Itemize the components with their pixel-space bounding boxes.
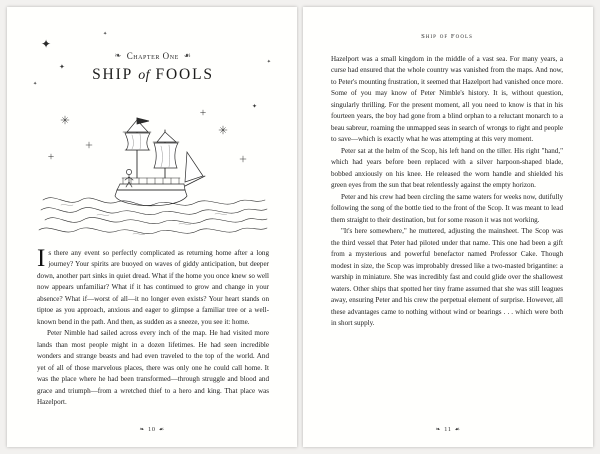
folio-right	[303, 426, 593, 433]
chapter-label: Chapter One	[126, 51, 179, 61]
star-icon: ✦	[33, 82, 38, 87]
paragraph: Peter sat at the helm of the Scop, his left hand on the tiller. His right "hand," which had years before been replaced with a silver harpoon-shaped blade, bobbed anxiously on his knee. He released the worn handle and shielded his green eyes from the sun that beat relentlessly against the empty horizon.	[331, 146, 563, 190]
paragraph: Peter Nimble had sailed across every inch of the map. He had visited more lands than most people might in a dozen lifetimes. He had seen incredible wonders and strange beasts and had even traveled to the top of the world. And yet of all of those marvelous places, there was only one he could call home. It was the place where he had been transformed—through struggle and blood and grace and triumph—from a wretched thief to a hero and king. That place was Hazelport.	[37, 329, 269, 407]
running-head: Ship of Fools	[421, 33, 473, 40]
star-icon: ✦	[251, 104, 257, 110]
left-body-text	[37, 245, 269, 409]
star-icon: ✦	[266, 60, 271, 65]
ornament-left-icon: ❧	[114, 51, 122, 60]
chapter-label-line	[37, 51, 269, 61]
paragraph: "It's here somewhere," he muttered, adjusting the mainsheet. The Scop was the third vessel that Peter had piloted under that name. This one had been a gift from a mysterious and powerful benefactor named Professor Cake. Though modest in size, the Scop was improbably dressed like a two-masted brigantine: a warship in miniature. She was incredibly fast and could glide over the shallowest waters. Other ships that spotted her tiny frame assumed that she was still leagues away, ensuring Peter and his crew the perpetual element of surprise. However, all these advantages came to nothing without wind or bearings . . . which were both in short supply.	[331, 227, 563, 328]
ornament-right-icon: ☙	[183, 51, 192, 60]
left-page	[7, 7, 297, 447]
spread-inner	[7, 7, 593, 447]
star-icon: ✦	[41, 37, 52, 51]
right-page	[303, 7, 593, 447]
page-number: 10	[147, 426, 156, 433]
ornament-left-icon: ❧	[139, 427, 145, 433]
paragraph-text: s there any event so perfectly complicated as returning home after a long journey? Your spirits are buoyed on waves of giddy anticipation, but deeper down, another part sinks in quiet dread. What if the home you once knew so well now appears unfamiliar? What if it has continued to grow and change in your absence? What if—worst of all—it no longer even exists? Your heart stands on tiptoe as you approach, anxious and eager to glimpse a familiar tree or a well-known bend in the path. And then, as sudden as a sneeze, you see it: home.	[37, 249, 269, 326]
paragraph	[37, 245, 269, 328]
ornament-left-icon: ❧	[435, 427, 442, 433]
star-icon: ✦	[103, 32, 108, 37]
star-icon: ✦	[59, 63, 65, 71]
chapter-title-italic: of	[138, 68, 150, 83]
ornament-right-icon: ☙	[158, 427, 165, 433]
ship-in-rough-sea-illustration	[37, 92, 269, 242]
chapter-title-main: SHIP	[92, 66, 133, 83]
chapter-title-end: FOOLS	[155, 66, 214, 83]
paragraph: Peter and his crew had been circling the same waters for weeks now, dutifully following the song of the bottle tied to the front of the Scop. It was meant to lead them straight to their destination, but for some reason it was not working.	[331, 192, 563, 224]
chapter-title	[37, 66, 269, 84]
folio-left	[7, 426, 297, 433]
page-number: 11	[444, 426, 452, 433]
drop-cap: I	[37, 245, 46, 272]
ornament-right-icon: ☙	[454, 427, 461, 433]
right-body-text	[331, 54, 563, 330]
paragraph: Hazelport was a small kingdom in the middle of a vast sea. For many years, a curse had ensured that the whole country was vanished from the maps. And now, to Peter's mounting frustration, it seemed that Hazelport had vanished once more. Some of you may know of Peter Nimble's history. It is, without question, singularly thrilling. For the present moment, all you need to know is that in his fourteen years, the boy had gone from a blind orphan to a reluctant monarch to a beau sabreur, roaming the unmapped seas in search of wrongs to right and people to save—which is exactly what he was attempting at this very moment.	[331, 55, 563, 144]
